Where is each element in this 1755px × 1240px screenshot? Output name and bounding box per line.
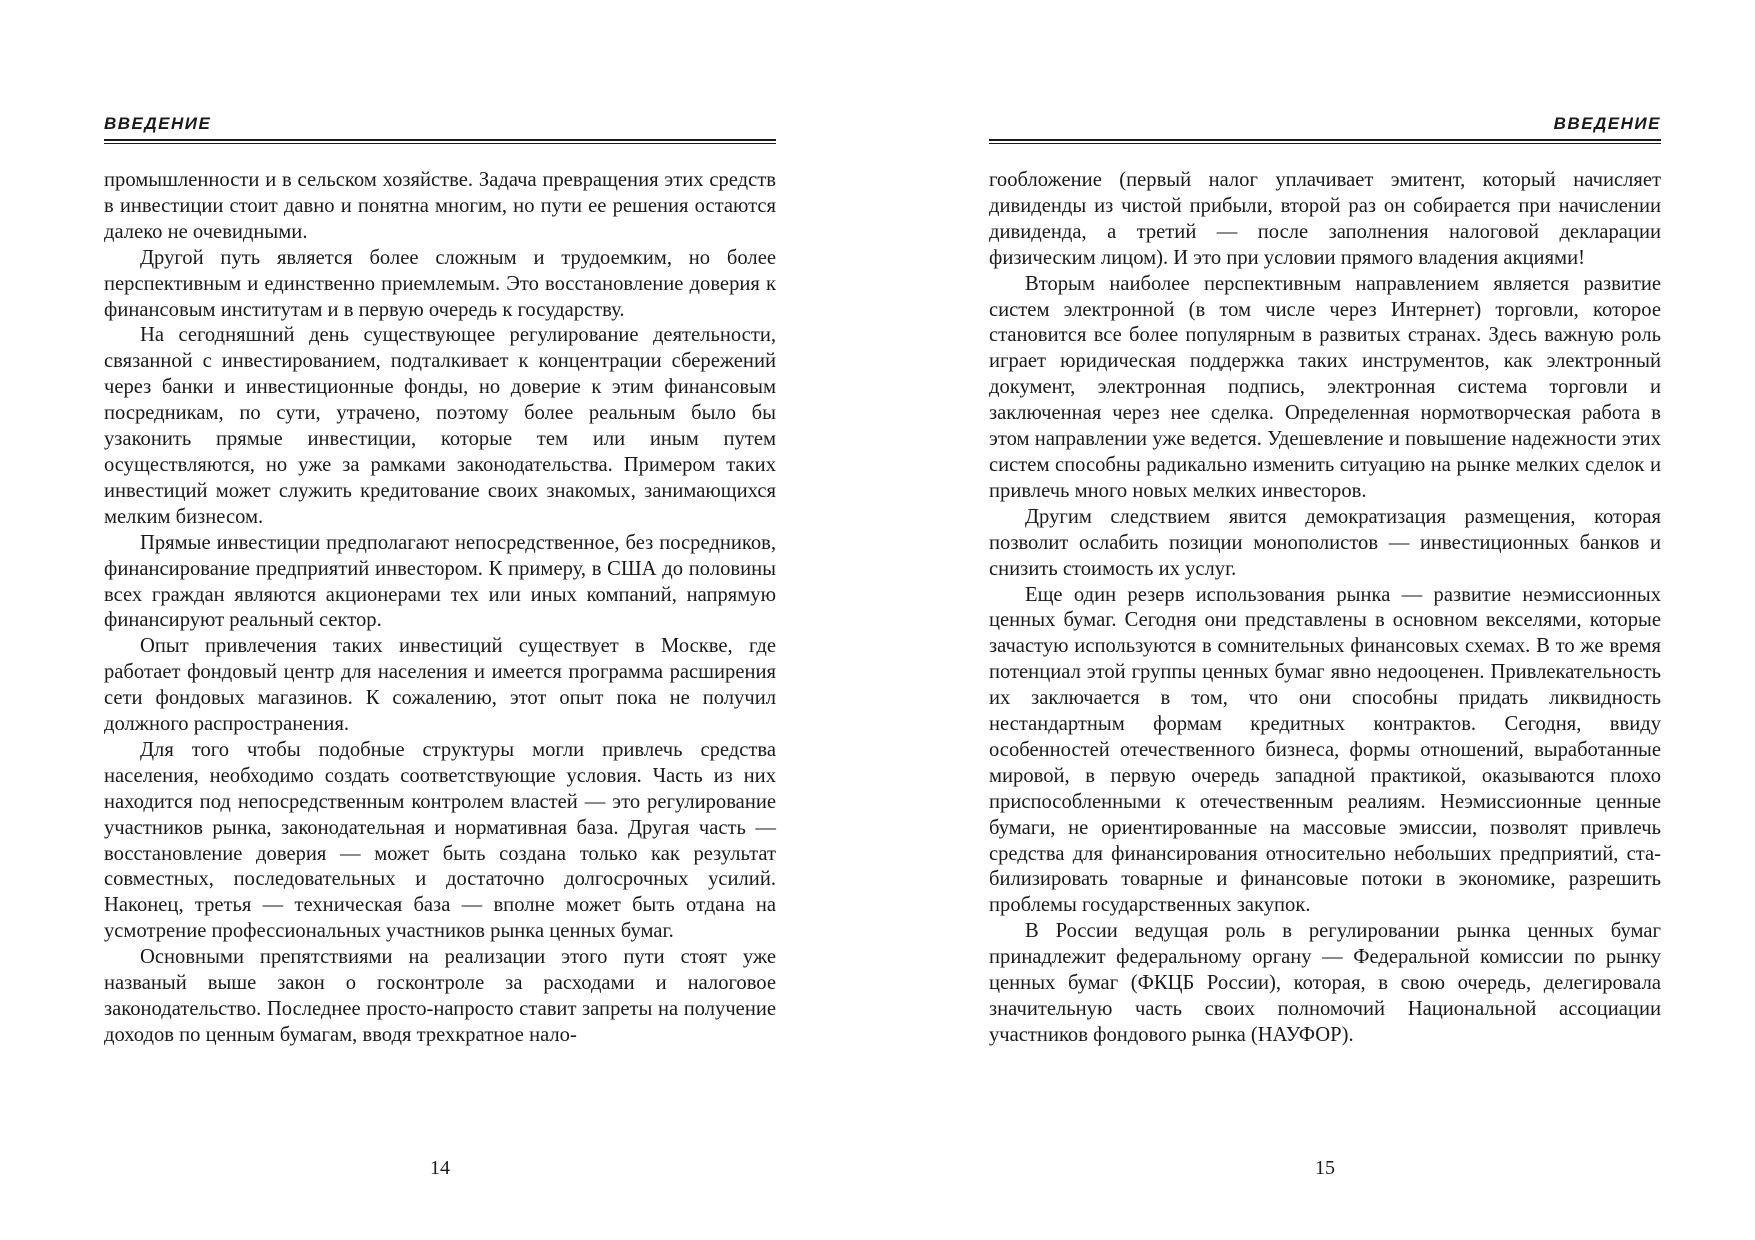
paragraph: Прямые инвестиции предполагают непосредственное, без посредников, финансирование предприятий инвестором. К примеру, в США до половины всех граждан являются акционерами тех или иных компаний, напрямую финансируют реальный сектор. <box>104 531 776 632</box>
right-page-header <box>989 114 1661 144</box>
running-head: ВВЕДЕНИЕ <box>1553 114 1661 133</box>
paragraph: Другой путь является более сложным и трудоемким, но более перспективным и единственно приемлемым. Это восстановление доверия к финансовым институтам и в первую очередь к государству. <box>104 246 776 321</box>
right-page <box>989 0 1661 1240</box>
page-number: 14 <box>430 1157 450 1179</box>
left-page-body <box>104 168 776 1049</box>
page-number: 15 <box>1315 1157 1335 1179</box>
paragraph: Другим следствием явится демократизация размещения, которая позволит ослабить позиции монополистов — инвестиционных банков и снизить стоимость их услуг. <box>989 505 1661 580</box>
running-head: ВВЕДЕНИЕ <box>104 114 212 133</box>
paragraph: Опыт привлечения таких инвестиций существует в Москве, где работает фондовый центр для населения и имеется программа расширения сети фондовых магазинов. К сожалению, этот опыт пока не получил должного распространения. <box>104 635 776 736</box>
paragraph: гообложение (первый налог уплачивает эмитент, который начисляет дивиденды из чистой прибыли, второй раз он собирается при начислении дивиденда, а третий — после заполнения налоговой декларации физическим лицом). И это при условии прямого владения акциями! <box>989 169 1661 269</box>
paragraph: Вторым наиболее перспективным направлением является развитие систем электронной (в том числе через Интернет) торговли, которое становится все более популярным в развитых странах. Здесь важную роль играет юридическая поддержка таких инструментов, как электронный документ, электронная подпись, электронная система торговли и заключенная через нее сделка. Определенная нормотворческая работа в этом направлении уже ведется. Удешевление и повышение надежности этих систем способны радикально изменить ситуацию на рынке мелких сделок и привлечь много новых мелких инвесторов. <box>989 272 1661 502</box>
paragraph: Еще один резерв использования рынка — развитие неэмиссионных ценных бумаг. Сегодня они представлены в основном векселями, которые зачастую используются в сомнительных финансовых схемах. В то же время потенциал этой группы ценных бумаг явно недооценен. Привлекательность их заключается в том, что они способны придать ликвидность нестандартным формам кредитных контрактов. Сегодня, ввиду особенностей отечественного бизнеса, формы отношений, выработанные мировой, в первую очередь западной практикой, оказываются плохо приспособленными к отечественным реалиям. Неэмиссионные ценные бумаги, не ориентированные на массовые эмиссии, позволят привлечь средства для финансирования относительно небольших предприятий, стабилизировать товарные и финансовые потоки в экономике, разрешить проблемы государственных закупок. <box>989 583 1661 917</box>
left-page-header <box>104 114 776 144</box>
left-page <box>104 0 776 1240</box>
paragraph: Для того чтобы подобные структуры могли привлечь средства населения, необходимо создать соответствующие условия. Часть из них находится под непосредственным контролем властей — это регулирование участников рынка, законодательная и нормативная база. Другая часть — восстановление доверия — может быть создана только как результат совместных, последовательных и достаточно долгосрочных усилий. Наконец, третья — техническая база — вполне может быть отдана на усмотрение профессиональных участников рынка ценных бумаг. <box>104 738 776 943</box>
paragraph: промышленности и в сельском хозяйстве. Задача превращения этих средств в инвестиции стоит давно и понятна многим, но пути ее решения остаются далеко не очевидными. <box>104 169 776 243</box>
right-page-body <box>989 168 1661 1049</box>
header-rule <box>989 139 1661 144</box>
paragraph: Основными препятствиями на реализации этого пути стоят уже названый выше закон о госконтроле за расходами и налоговое законодательство. Последнее просто-напросто ставит запреты на получение доходов по ценным бумагам, вводя трехкратное нало- <box>104 946 776 1046</box>
paragraph: В России ведущая роль в регулировании рынка ценных бумаг принадлежит федеральному органу — Федеральной комиссии по рынку ценных бумаг (ФКЦБ России), которая, в свою очередь, делегировала значительную часть своих полномочий Национальной ассоциации участников фондового рынка (НАУФОР). <box>989 920 1661 1046</box>
paragraph: На сегодняшний день существующее регулирование деятельности, связанной с инвестированием, подталкивает к концентрации сбережений через банки и инвестиционные фонды, но доверие к этим финансовым посредникам, по сути, утрачено, поэтому более реальным было бы узаконить прямые инвестиции, которые тем или иным путем осуществляются, но уже за рамками законодательства. Примером таких инвестиций может служить кредитование своих знакомых, занимающихся мелким бизнесом. <box>104 324 776 528</box>
header-rule <box>104 139 776 144</box>
